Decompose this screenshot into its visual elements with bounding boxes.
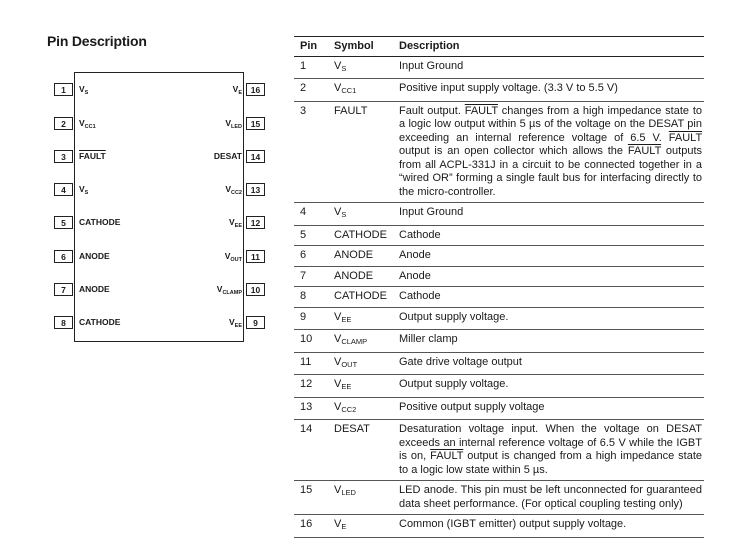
pin-label: CATHODE [79, 217, 121, 227]
pin-label: $V_{OUT}$ [224, 251, 242, 263]
pin-number: 16 [246, 83, 265, 96]
cell-pin: 2 [300, 82, 307, 94]
pin-number: 9 [246, 316, 265, 329]
pin-number: 8 [54, 316, 73, 329]
cell-description: Positive input supply voltage. (3.3 V to 5.5 V) [399, 82, 618, 94]
cell-symbol: ANODE [334, 269, 374, 282]
table-row [294, 353, 704, 376]
page-title: Pin Description [47, 33, 147, 49]
cell-pin: 5 [300, 228, 307, 241]
cell-description: Output supply voltage. [399, 310, 509, 323]
cell-pin: 4 [300, 206, 307, 218]
cell-description: Anode [399, 249, 431, 261]
pin-label: FAULT [79, 151, 106, 161]
cell-pin: 6 [300, 249, 307, 261]
cell-description: Gate drive voltage output [399, 355, 522, 368]
cell-description: Output supply voltage. [399, 378, 509, 390]
pin-label: ANODE [79, 251, 110, 261]
cell-description: Miller clamp [399, 333, 458, 345]
pin-number: 15 [246, 117, 265, 130]
pin-number: 2 [54, 117, 73, 130]
pin-number: 13 [246, 183, 265, 196]
table-row [294, 246, 704, 267]
table-body [294, 57, 704, 538]
cell-symbol: FAULT [334, 104, 368, 117]
cell-symbol: $V_{CC2}$ [334, 400, 357, 414]
pin-number: 10 [246, 283, 265, 296]
cell-symbol: CATHODE [334, 290, 387, 302]
cell-pin: 13 [300, 400, 313, 413]
table-row [294, 515, 704, 538]
table-row [294, 267, 704, 288]
cell-description: LED anode. This pin must be left unconnected for guaranteed data sheet performance. (For optical coupling testing only) [399, 484, 702, 510]
cell-pin: 12 [300, 378, 313, 390]
pin-number: 11 [246, 250, 265, 263]
pin-label: $V_{CC2}$ [225, 184, 242, 196]
pin-label: $V_S$ [79, 184, 89, 196]
header-symbol: Symbol [334, 40, 374, 52]
cell-description: Cathode [399, 228, 441, 241]
cell-pin: 3 [300, 104, 307, 117]
pin-number: 7 [54, 283, 73, 296]
pin-label: $V_E$ [232, 84, 242, 96]
cell-symbol: ANODE [334, 249, 374, 261]
pin-description-table [294, 36, 704, 538]
cell-pin: 10 [300, 333, 313, 345]
cell-symbol: $V_{EE}$ [334, 310, 352, 324]
pin-label: $V_S$ [79, 84, 89, 96]
cell-symbol: $V_{CC1}$ [334, 82, 357, 95]
table-row [294, 420, 704, 481]
cell-symbol: $V_{EE}$ [334, 378, 352, 391]
table-row [294, 287, 704, 308]
cell-description: Cathode [399, 290, 441, 302]
pin-number: 12 [246, 216, 265, 229]
pin-label: $V_{EE}$ [228, 317, 242, 329]
cell-description: Input Ground [399, 206, 464, 218]
cell-symbol: CATHODE [334, 228, 387, 241]
cell-symbol: DESAT [334, 423, 370, 435]
table-row [294, 102, 704, 204]
cell-symbol: $V_{LED}$ [334, 484, 356, 497]
pin-label: $V_{CLAMP}$ [216, 284, 242, 296]
pin-label: DESAT [213, 151, 242, 161]
cell-symbol: $V_S$ [334, 206, 347, 219]
table-header-row [294, 37, 704, 57]
table-row [294, 203, 704, 226]
pin-label: CATHODE [79, 317, 121, 327]
cell-description: Desaturation voltage input. When the voltage on DESAT exceeds an internal reference voltage of 6.5 V while the IGBT is on, FAULT output is changed from a high impedance state to a logic low state within 5 µs. [399, 423, 702, 476]
table-row [294, 226, 704, 247]
pin-label: ANODE [79, 284, 110, 294]
table-row [294, 79, 704, 102]
cell-symbol: $V_{CLAMP}$ [334, 333, 368, 346]
cell-pin: 15 [300, 484, 313, 496]
pin-number: 4 [54, 183, 73, 196]
cell-pin: 14 [300, 423, 313, 435]
cell-symbol: $V_E$ [334, 518, 347, 531]
table-row [294, 57, 704, 80]
cell-symbol: $V_S$ [334, 59, 347, 73]
pin-number: 5 [54, 216, 73, 229]
table-row [294, 375, 704, 398]
table-row [294, 308, 704, 331]
pin-number: 14 [246, 150, 265, 163]
pin-number: 1 [54, 83, 73, 96]
cell-pin: 1 [300, 59, 307, 72]
pin-label: $V_{LED}$ [225, 118, 242, 130]
table-row [294, 330, 704, 353]
cell-pin: 7 [300, 269, 307, 282]
cell-description: Fault output. FAULT changes from a high impedance state to a logic low output within 5 µs of the voltage on the DESAT pin exceeding an internal reference voltage of 6.5 V. FAULT output is an open collector which allows the FAULT outputs from all ACPL-331J in a circuit to be connected together in a “wired OR” forming a single fault bus for interfacing directly to the micro-controller. [399, 104, 703, 198]
pin-number: 3 [54, 150, 73, 163]
cell-pin: 8 [300, 290, 307, 302]
cell-description: Common (IGBT emitter) output supply voltage. [399, 518, 627, 530]
cell-pin: 11 [300, 355, 312, 368]
pin-number: 6 [54, 250, 73, 263]
pin-label: $V_{EE}$ [228, 217, 242, 229]
header-pin: Pin [300, 40, 318, 52]
cell-pin: 9 [300, 310, 307, 323]
ic-package-body [74, 72, 244, 342]
cell-description: Input Ground [399, 59, 464, 72]
table-row [294, 481, 704, 515]
cell-symbol: $V_{OUT}$ [334, 355, 358, 369]
pin-label: $V_{CC1}$ [79, 118, 96, 130]
header-description: Description [399, 40, 460, 52]
table-row [294, 398, 704, 421]
cell-description: Anode [399, 269, 431, 282]
cell-description: Positive output supply voltage [399, 400, 545, 413]
cell-pin: 16 [300, 518, 313, 530]
